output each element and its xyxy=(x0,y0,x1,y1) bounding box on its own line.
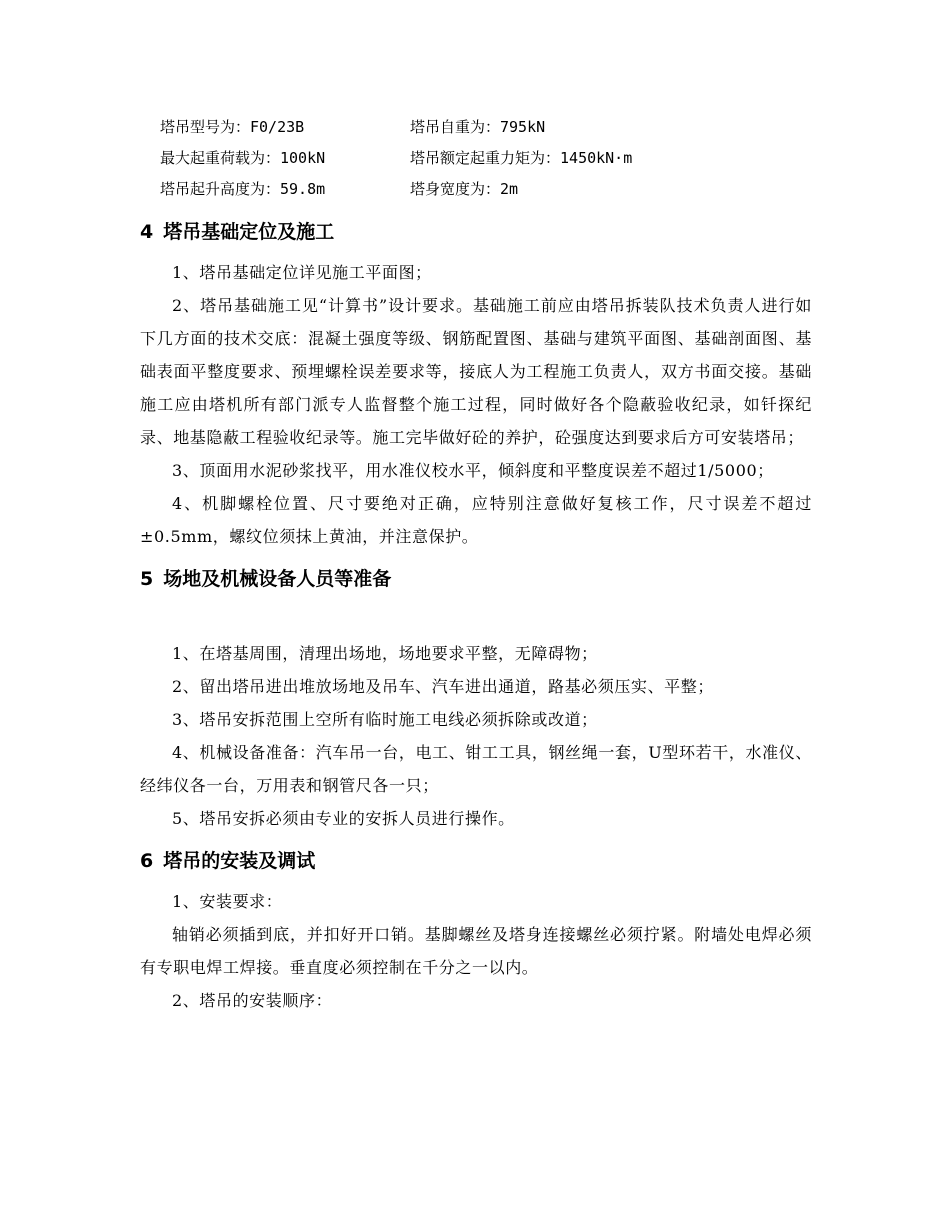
spec-row xyxy=(160,174,800,205)
paragraph: 3、顶面用水泥砂浆找平，用水准仪校水平，倾斜度和平整度误差不超过1/5000； xyxy=(172,461,774,480)
spec-max-load: 最大起重荷载为：100kN xyxy=(160,149,326,167)
paragraph: 4、机械设备准备：汽车吊一台，电工、钳工工具，钢丝绳一套，U型环若干，水准仪、经纬仪各一台，万用表和钢管尺各一只； xyxy=(140,743,812,795)
spec-model: 塔吊型号为：F0/23B xyxy=(160,118,305,136)
paragraph: 2、塔吊基础施工见“计算书”设计要求。基础施工前应由塔吊拆装队技术负责人进行如下几方面的技术交底：混凝土强度等级、钢筋配置图、基础与建筑平面图、基础剖面图、基础表面平整度要求、预埋螺栓误差要求等，接底人为工程施工负责人，双方书面交接。基础施工应由塔机所有部门派专人监督整个施工过程，同时做好各个隐蔽验收纪录，如钎探纪录、地基隐蔽工程验收纪录等。施工完毕做好砼的养护，砼强度达到要求后方可安装塔吊； xyxy=(140,296,812,447)
section-number: 5 xyxy=(140,568,154,590)
paragraph: 1、安装要求： xyxy=(172,892,283,911)
paragraph: 4、机脚螺栓位置、尺寸要绝对正确，应特别注意做好复核工作，尺寸误差不超过±0.5mm，螺纹位须抹上黄油，并注意保护。 xyxy=(140,494,812,546)
paragraph: 1、在塔基周围，清理出场地，场地要求平整，无障碍物； xyxy=(172,644,598,663)
spec-row xyxy=(160,112,800,143)
section-number: 6 xyxy=(140,850,154,872)
spec-rated-moment: 塔吊额定起重力矩为：1450kN·m xyxy=(410,149,633,167)
spec-tower-width: 塔身宽度为：2m xyxy=(410,180,519,198)
section-title: 塔吊的安装及调试 xyxy=(163,850,316,872)
paragraph: 轴销必须插到底，并扣好开口销。基脚螺丝及塔身连接螺丝必须拧紧。附墙处电焊必须有专职电焊工焊接。垂直度必须控制在千分之一以内。 xyxy=(140,925,812,977)
document-body xyxy=(140,214,812,1017)
section-heading-5 xyxy=(140,561,812,597)
spec-lift-height: 塔吊起升高度为：59.8m xyxy=(160,180,326,198)
paragraph: 2、留出塔吊进出堆放场地及吊车、汽车进出通道，路基必须压实、平整； xyxy=(172,677,714,696)
section-heading-6 xyxy=(140,843,812,879)
section-number: 4 xyxy=(140,221,154,243)
paragraph: 2、塔吊的安装顺序： xyxy=(172,991,333,1010)
section-title: 场地及机械设备人员等准备 xyxy=(163,568,392,590)
paragraph: 1、塔吊基础定位详见施工平面图； xyxy=(172,263,432,282)
section-heading-4 xyxy=(140,214,812,250)
paragraph: 3、塔吊安拆范围上空所有临时施工电线必须拆除或改道； xyxy=(172,710,598,729)
spec-self-weight: 塔吊自重为：795kN xyxy=(410,118,546,136)
paragraph: 5、塔吊安拆必须由专业的安拆人员进行操作。 xyxy=(172,809,515,828)
spec-row xyxy=(160,143,800,174)
tower-crane-specs xyxy=(160,112,800,205)
section-title: 塔吊基础定位及施工 xyxy=(163,221,335,243)
